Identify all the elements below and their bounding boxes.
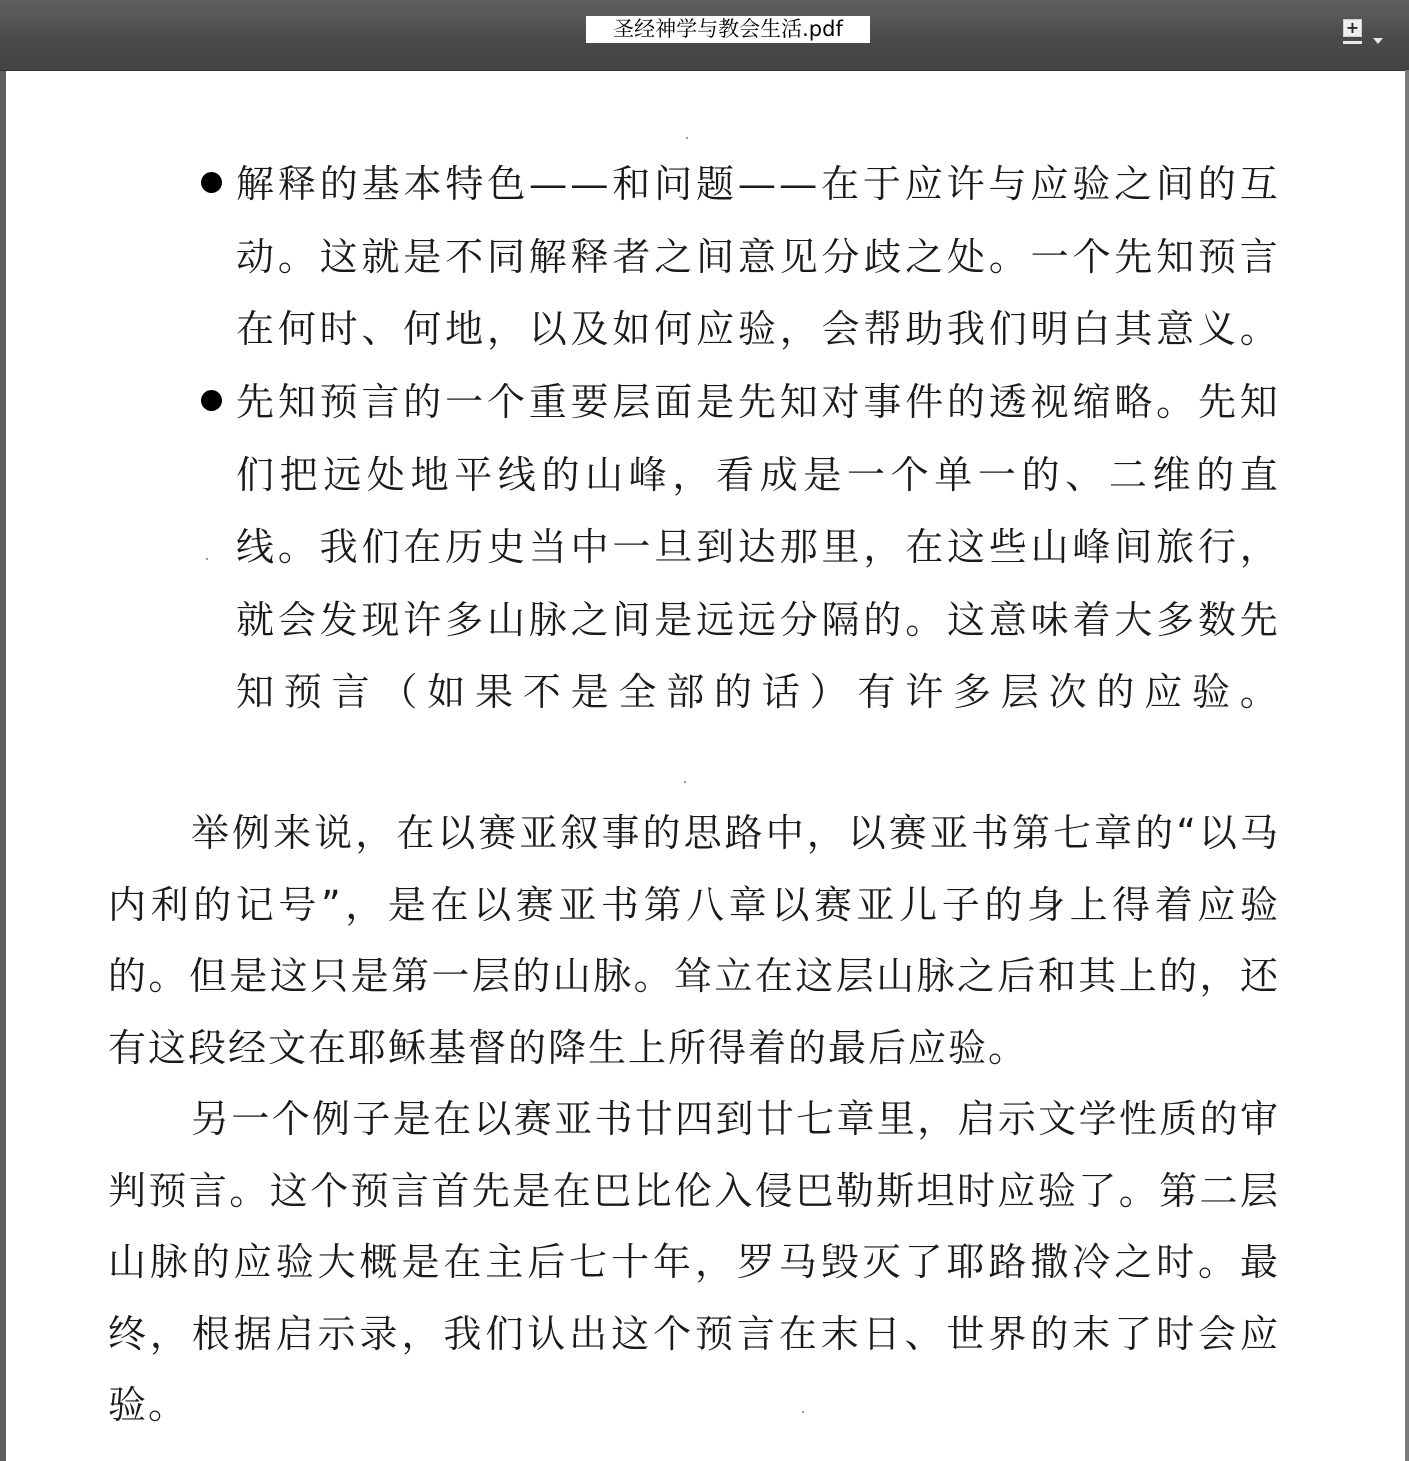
scan-speck: [802, 1411, 804, 1413]
bullet-text: 解释的基本特色——和问题——在于应许与应验之间的互动。这就是不同解释者之间意见分歧之处。一个先知预言在何时、何地，以及如何应验，会帮助我们明白其意义。: [236, 162, 1281, 351]
pdf-page: [6, 71, 1405, 1461]
body-paragraph: 举例来说，在以赛亚叙事的思路中，以赛亚书第七章的“以马内利的记号”，是在以赛亚书第八章以赛亚儿子的身上得着应验的。但是这只是第一层的山脉。耸立在这层山脉之后和其上的，还有这段经文在耶稣基督的降生上所得着的最后应验。: [108, 811, 1280, 1070]
bullet-item: [236, 366, 1281, 729]
scan-speck: [686, 137, 688, 139]
scan-speck: [684, 781, 686, 783]
bullet-item: [236, 148, 1281, 366]
title-bar: [0, 0, 1409, 71]
body-paragraph: 另一个例子是在以赛亚书廿四到廿七章里，启示文学性质的审判预言。这个预言首先是在巴比伦入侵巴勒斯坦时应验了。第二层山脉的应验大概是在主后七十年，罗马毁灭了耶路撒冷之时。最终，根据启示录，我们认出这个预言在末日、世界的末了时会应验。: [108, 1097, 1280, 1427]
document-title: 圣经神学与教会生活.pdf: [586, 16, 870, 43]
plus-box-icon: +: [1343, 19, 1362, 37]
bullet-dot-icon: [201, 172, 222, 193]
chevron-down-icon: [1373, 38, 1383, 44]
view-options-button[interactable]: [1340, 18, 1386, 50]
bullet-dot-icon: [201, 390, 222, 411]
bullet-text: 先知预言的一个重要层面是先知对事件的透视缩略。先知们把远处地平线的山峰，看成是一个单一的、二维的直线。我们在历史当中一旦到达那里，在这些山峰间旅行，就会发现许多山脉之间是远远分隔的。这意味着大多数先知预言（如果不是全部的话）有许多层次的应验。: [236, 380, 1281, 714]
underline-icon: [1343, 41, 1362, 44]
scan-speck: [206, 558, 208, 560]
scrollbar-edge[interactable]: [1405, 70, 1409, 1461]
